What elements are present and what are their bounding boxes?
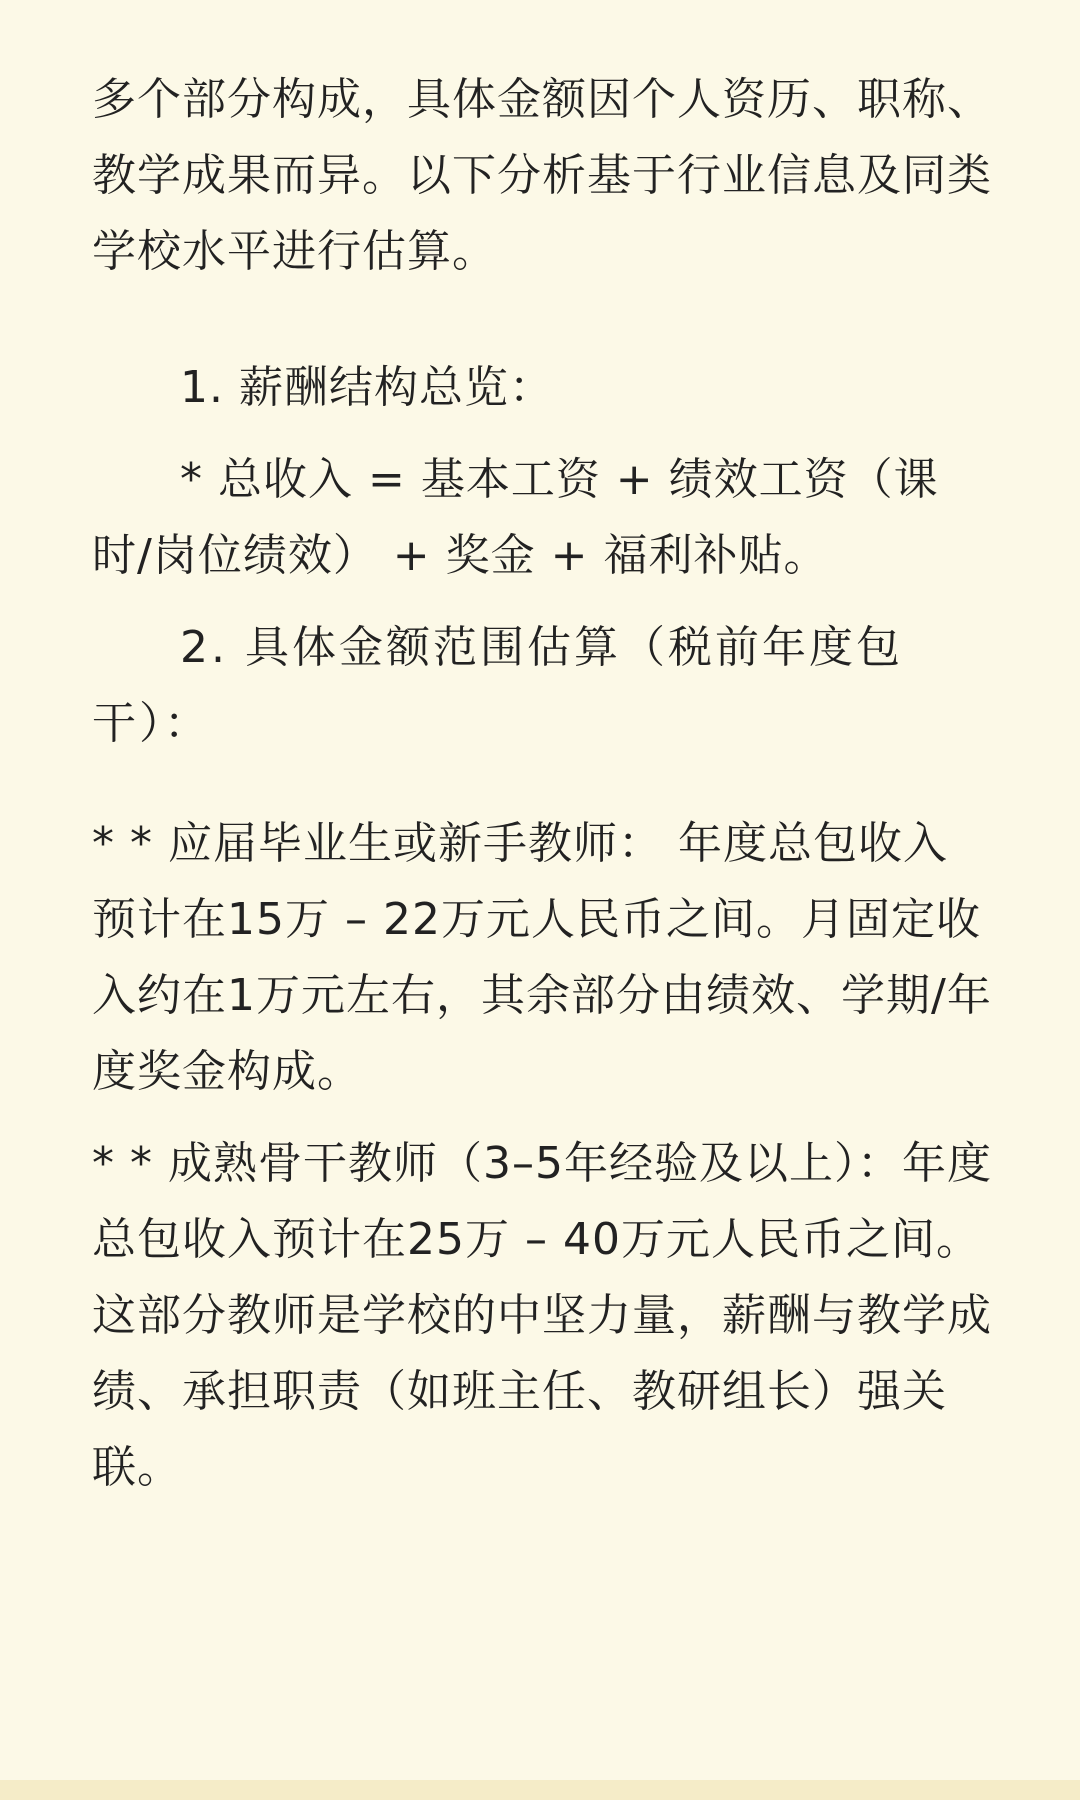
entry-senior-teacher: * * 成熟骨干教师（3–5年经验及以上）：年度总包收入预计在25万 – 40万元人民币之间。这部分教师是学校的中坚力量，薪酬与教学成绩、承担职责（如班主任、教研组长）强关联。 [92, 1138, 992, 1493]
entry-new-teacher: * * 应届毕业生或新手教师： 年度总包收入预计在15万 – 22万元人民币之间。月固定收入约在1万元左右，其余部分由绩效、学期/年度奖金构成。 [92, 818, 992, 1097]
section-1-heading: 1. 薪酬结构总览： [180, 362, 554, 413]
bottom-bar [0, 1780, 1080, 1800]
section-2-heading: 2. 具体金额范围估算（税前年度包干）： [92, 622, 903, 749]
article-body [92, 62, 992, 1522]
salary-formula: * 总收入 = 基本工资 + 绩效工资（课时/岗位绩效） + 奖金 + 福利补贴。 [92, 454, 939, 581]
intro-paragraph: 多个部分构成，具体金额因个人资历、职称、教学成果而异。以下分析基于行业信息及同类学校水平进行估算。 [92, 74, 992, 277]
